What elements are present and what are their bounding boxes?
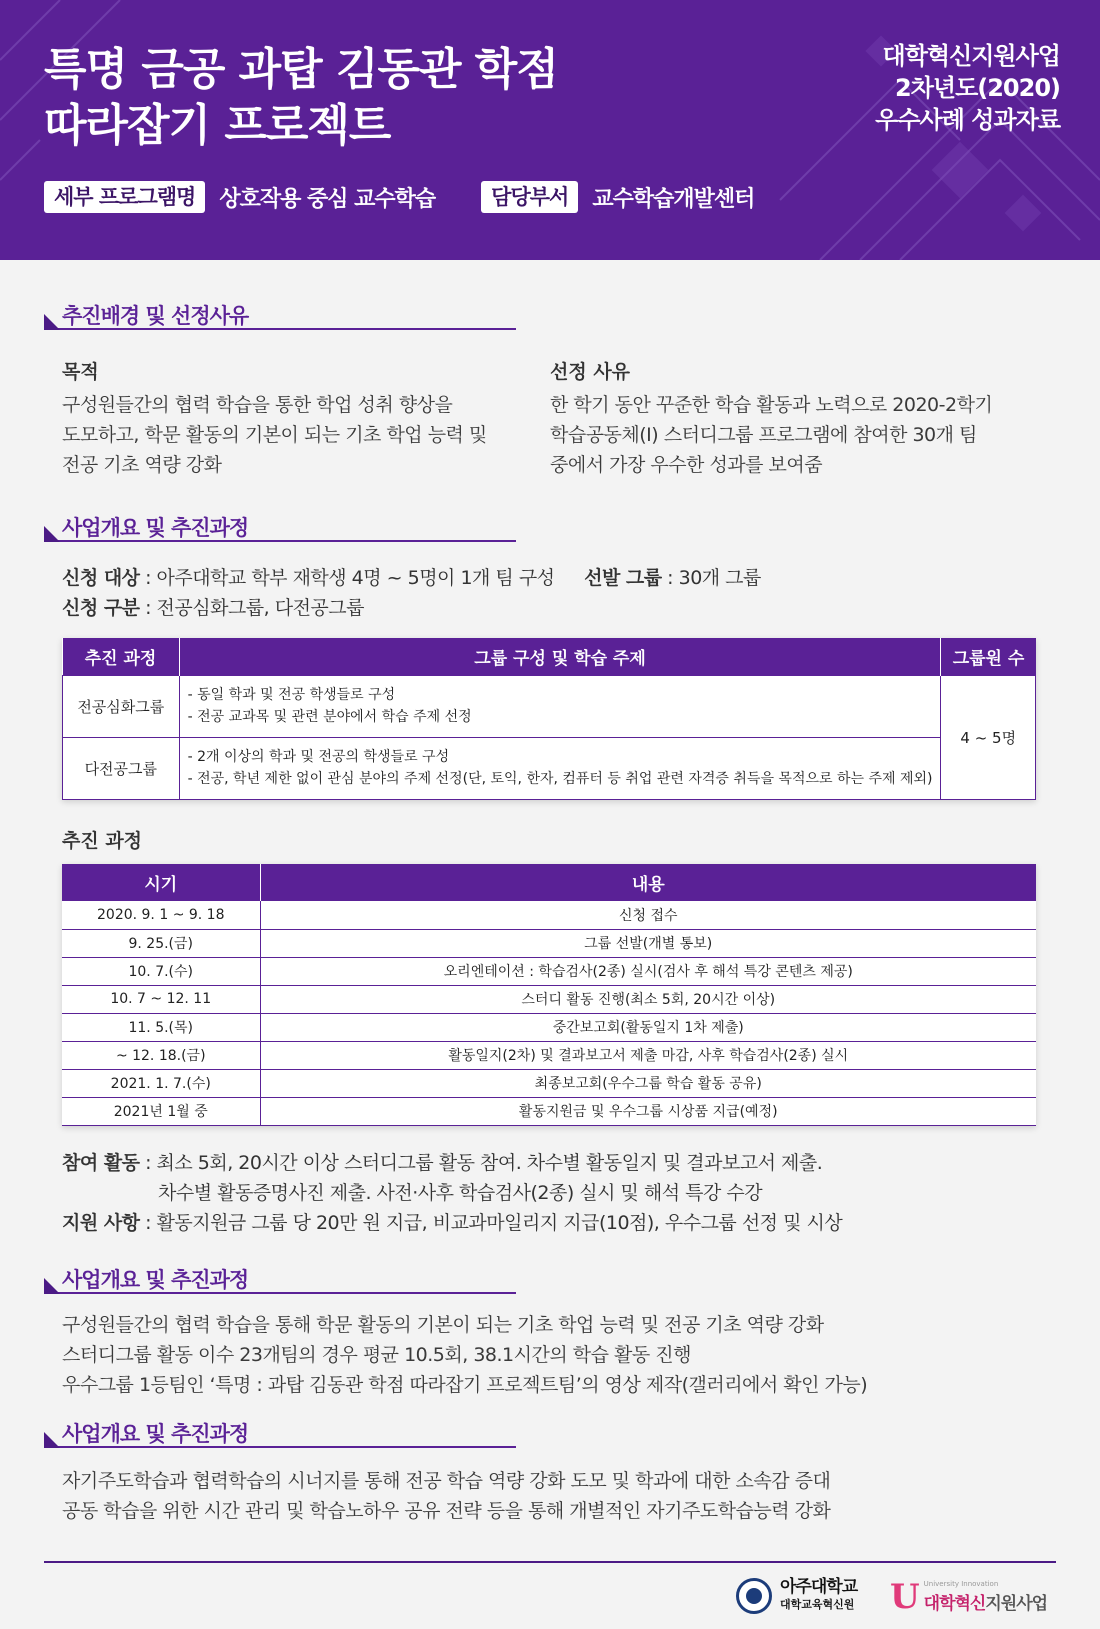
section-heading-background-text: 추진배경 및 선정사유 [62, 304, 249, 328]
table-cell: 스터디 활동 진행(최소 5회, 20시간 이상) [260, 985, 1036, 1013]
table-cell: 9. 25.(금) [62, 929, 260, 957]
program-value: 상호작용 중심 교수학습 [219, 186, 436, 212]
project-label: 대학혁신지원사업 2차년도(2020) 우수사례 성과자료 [875, 42, 1060, 134]
table-row [62, 985, 1036, 1013]
section-heading-overview [44, 512, 516, 542]
purpose-title: 목적 [62, 361, 99, 383]
table-cell: 2021년 1월 중 [62, 1097, 260, 1125]
heading-triangle-icon [44, 526, 60, 542]
effects-text: 자기주도학습과 협력학습의 시너지를 통해 전공 학습 역량 강화 도모 및 학과에 대한 소속감 증대 공동 학습을 위한 시간 관리 및 학습노하우 공유 전략 등을 통해 개별적인 자기주도학습능력 강화 [62, 1470, 831, 1522]
ajou-university-logo: 아주대학교 대학교육혁신원 [736, 1578, 857, 1614]
section-heading-overview-text: 사업개요 및 추진과정 [62, 516, 249, 540]
table-cell: - 동일 학과 및 전공 학생들로 구성 - 전공 교과목 및 관련 분야에서 학습 주제 선정 [179, 675, 941, 737]
innovation-program-logo: U University Innovation 대학혁신지원사업 [890, 1577, 1048, 1617]
table-row [62, 1097, 1036, 1125]
column-header: 시기 [62, 864, 260, 901]
table-cell: 11. 5.(목) [62, 1013, 260, 1041]
table-cell: 활동지원금 및 우수그룹 시상품 지급(예정) [260, 1097, 1036, 1125]
table-cell: 10. 7 ~ 12. 11 [62, 985, 260, 1013]
table-cell: 그룹 선발(개별 통보) [260, 929, 1036, 957]
heading-triangle-icon [44, 1432, 60, 1448]
table-cell: 오리엔테이션 : 학습검사(2종) 실시(검사 후 해석 특강 콘텐츠 제공) [260, 957, 1036, 985]
column-header: 그룹원 수 [941, 638, 1036, 675]
column-header: 그룹 구성 및 학습 주제 [179, 638, 941, 675]
table-cell: 10. 7.(수) [62, 957, 260, 985]
table-cell: 활동일지(2차) 및 결과보고서 제출 마감, 사후 학습검사(2종) 실시 [260, 1041, 1036, 1069]
purpose-text: 구성원들간의 협력 학습을 통한 학업 성취 향상을 도모하고, 학문 활동의 기본이 되는 기초 학업 능력 및 전공 기초 역량 강화 [62, 394, 487, 476]
member-count: 4 ~ 5명 [941, 675, 1036, 799]
table-cell: 신청 접수 [260, 901, 1036, 929]
apply-type-line: 신청 구분 : 전공심화그룹, 다전공그룹 [62, 597, 364, 619]
reason-title: 선정 사유 [550, 361, 631, 383]
column-header: 내용 [260, 864, 1036, 901]
table-header-row [62, 864, 1036, 901]
table-row [62, 1069, 1036, 1097]
table-row [62, 929, 1036, 957]
university-seal-icon [736, 1578, 772, 1614]
table-cell: 2021. 1. 7.(수) [62, 1069, 260, 1097]
group-table [62, 638, 1036, 800]
process-title: 추진 과정 [62, 830, 143, 852]
table-cell: 전공심화그룹 [63, 675, 180, 737]
section-heading-background [44, 300, 516, 330]
section-heading-results [44, 1264, 516, 1294]
table-cell: 중간보고회(활동일지 1차 제출) [260, 1013, 1036, 1041]
header-banner [0, 0, 1100, 260]
heading-triangle-icon [44, 314, 60, 330]
table-header-row [63, 638, 1036, 675]
table-row [62, 901, 1036, 929]
heading-triangle-icon [44, 1278, 60, 1294]
activity-line-2: 차수별 활동증명사진 제출. 사전·사후 학습검사(2종) 실시 및 해석 특강 수강 [158, 1182, 763, 1204]
dept-label: 담당부서 [481, 181, 578, 213]
section-heading-effects-text: 사업개요 및 추진과정 [62, 1422, 249, 1446]
program-label: 세부 프로그램명 [44, 181, 205, 213]
section-heading-results-text: 사업개요 및 추진과정 [62, 1268, 249, 1292]
table-row [63, 737, 1036, 799]
table-cell: 2020. 9. 1 ~ 9. 18 [62, 901, 260, 929]
column-header: 추진 과정 [63, 638, 180, 675]
activity-line: 참여 활동 : 최소 5회, 20시간 이상 스터디그룹 활동 참여. 차수별 활동일지 및 결과보고서 제출. [62, 1152, 823, 1174]
section-heading-effects [44, 1418, 516, 1448]
table-row [62, 1041, 1036, 1069]
support-line: 지원 사항 : 활동지원금 그룹 당 20만 원 지급, 비교과마일리지 지급(10점), 우수그룹 선정 및 시상 [62, 1212, 843, 1234]
table-cell: 다전공그룹 [63, 737, 180, 799]
page-title: 특명 금공 과탑 김동관 학점 따라잡기 프로젝트 [44, 44, 558, 151]
footer-divider [44, 1561, 1056, 1563]
reason-text: 한 학기 동안 꾸준한 학습 활동과 노력으로 2020-2학기 학습공동체(Ⅰ) 스터디그룹 프로그램에 참여한 30개 팀 중에서 가장 우수한 성과를 보여줌 [550, 394, 993, 476]
results-text: 구성원들간의 협력 학습을 통해 학문 활동의 기본이 되는 기초 학업 능력 및 전공 기초 역량 강화 스터디그룹 활동 이수 23개팀의 경우 평균 10.5회, 38.1시간의 학습 활동 진행 우수그룹 1등팀인 ‘특명 : 과탑 김동관 학점 따라잡기 프로젝트팀’의 영상 제작(갤러리에서 확인 가능) [62, 1314, 868, 1396]
table-cell: 최종보고회(우수그룹 학습 활동 공유) [260, 1069, 1036, 1097]
dept-value: 교수학습개발센터 [592, 186, 755, 212]
table-row [62, 957, 1036, 985]
table-row [62, 1013, 1036, 1041]
table-cell: - 2개 이상의 학과 및 전공의 학생들로 구성 - 전공, 학년 제한 없이 관심 분야의 주제 선정(단, 토익, 한자, 컴퓨터 등 취업 관련 자격증 취득을 목적으로 하는 주제 제외) [179, 737, 941, 799]
program-info-row [44, 180, 754, 214]
innovation-u-icon: U [890, 1577, 920, 1617]
table-cell: ~ 12. 18.(금) [62, 1041, 260, 1069]
table-row [63, 675, 1036, 737]
apply-target-line: 신청 대상 : 아주대학교 학부 재학생 4명 ~ 5명이 1개 팀 구성 선발 그룹 : 30개 그룹 [62, 567, 761, 589]
schedule-table [62, 864, 1036, 1126]
